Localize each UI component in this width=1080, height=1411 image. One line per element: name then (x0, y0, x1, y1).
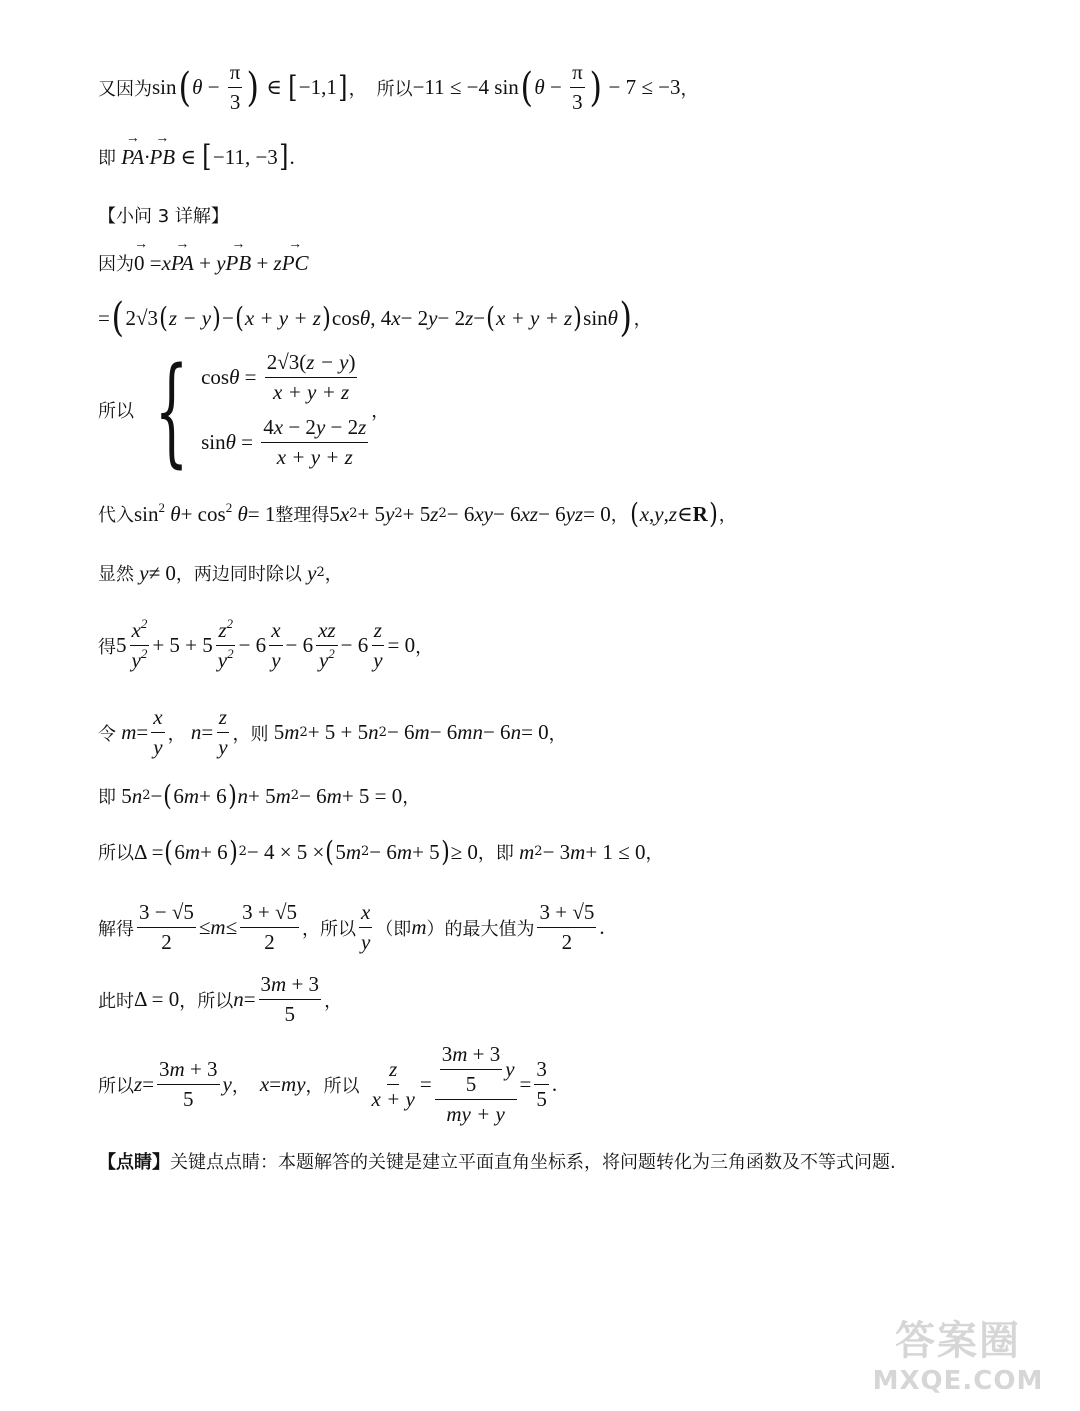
text-because: 因为 (98, 254, 134, 275)
line-system: 所以 { cos θ = $\frac{2√3(z - y)}{x + y + z}$ sin θ = $\frac{4x - 2y - 2z}{x + y + z}$ ， (98, 341, 390, 479)
line-dot-product-range: 即 PA →·PB → ∈ [ −11, −3 ] . (98, 142, 295, 172)
section-title-3: 【小问 3 详解】 (98, 206, 229, 227)
watermark (858, 1309, 1058, 1399)
watermark-logo: 答案圈 (895, 1318, 1021, 1364)
note-body: 关键点点睛：本题解答的关键是建立平面直角坐标系，将问题转化为三角函数及不等式问题. (170, 1152, 896, 1173)
line-discriminant: 所以 Δ = ( 6 m + 6 ) 2 − 4 × 5 × ( 5 m 2 − 6 m + 5 ) ≥ 0 ， 即 m 2 − 3 m + 1 ≤ 0 ， (98, 835, 664, 868)
note-line (98, 1148, 896, 1174)
text-let: 令 (98, 723, 116, 745)
text-ie: 即 (98, 148, 116, 169)
line-final-ratio: 所以 z = $\frac{3m + 3}{5}$ y ， x = my ， 所以 $\frac{z}{x + y}$ = $\frac{3m + 3}{5}$ y my + y = $\frac{3}{5}$ . (98, 1042, 558, 1126)
line-let-mn: 令 m = $\frac{x}{y}$ ， n = $\frac{z}{y}$ ，则 5 m 2 + 5 + 5 n 2 − 6 m − 6 mn − 6 n = 0 ， (98, 705, 567, 759)
line-delta-zero: 此时 Δ = 0 ， 所以 n = $\frac{3m + 3}{5}$ ， (98, 972, 343, 1026)
line-quadratic-n: 即 5 n 2 − ( 6 m + 6 ) n + 5 m 2 − 6 m + 5 = 0 ， (98, 779, 421, 812)
line-vector-eq: 因为 0 → = xPA → + yPB → + zPC → (98, 250, 309, 276)
line-components: = ( 2√3 ( z − y ) − ( x + y + z ) cos θ , 4 x − 2 y − 2 z − ( x + y + z ) sin θ ) ， (98, 295, 652, 341)
line-substitute: 代入 $\sin^2$ θ + $\cos^2$ θ = 1 整理得 5 x 2 + 5 y 2 + 5 z 2 − 6 xy − 6 xz − 6 yz = 0 ， ( x , y , z ∈ R ) ， (98, 497, 737, 530)
text-so: 所以 (376, 78, 413, 100)
line-solve-m: 解得 $\frac{3 - √5}{2}$ ≤ m ≤ $\frac{3 + √5}{2}$ ， 所以 $\frac{x}{y}$ （即 m ）的最大值为 $\frac{3 + √5}{2}$ . (98, 900, 605, 954)
text-obviously: 显然 (98, 564, 134, 585)
line-divided: 得 5 $\frac{x^2}{y^2}$ + 5 + 5 $\frac{z^2}{y^2}$ − 6 $\frac{x}{y}$ − 6 $\frac{xz}{y^2}$ − 6 $\frac{z}{y}$ = 0 ， (98, 616, 434, 672)
line-y-nonzero: 显然 y ≠ 0 ，两边同时除以 y 2 ， (98, 560, 343, 585)
text-also-because: 又因为 (98, 78, 152, 100)
text-get: 得 (98, 636, 116, 658)
text-at-this-time: 此时 (98, 990, 134, 1012)
watermark-url: MXQE.COM (872, 1366, 1044, 1396)
text-substitute: 代入 (98, 505, 134, 526)
note-label: 【点睛】 (98, 1152, 170, 1173)
line-sin-range: 又因为 sin ( θ − $\frac{\pi}{3}$ ) ∈ [ −1,1 ] ， 所以 −11 ≤ −4 sin ( θ − $\frac{\pi}{3}$ ) − 7 ≤ −3 ， (98, 60, 699, 114)
text-solve: 解得 (98, 918, 134, 940)
text-simplify: 整理得 (275, 505, 330, 526)
